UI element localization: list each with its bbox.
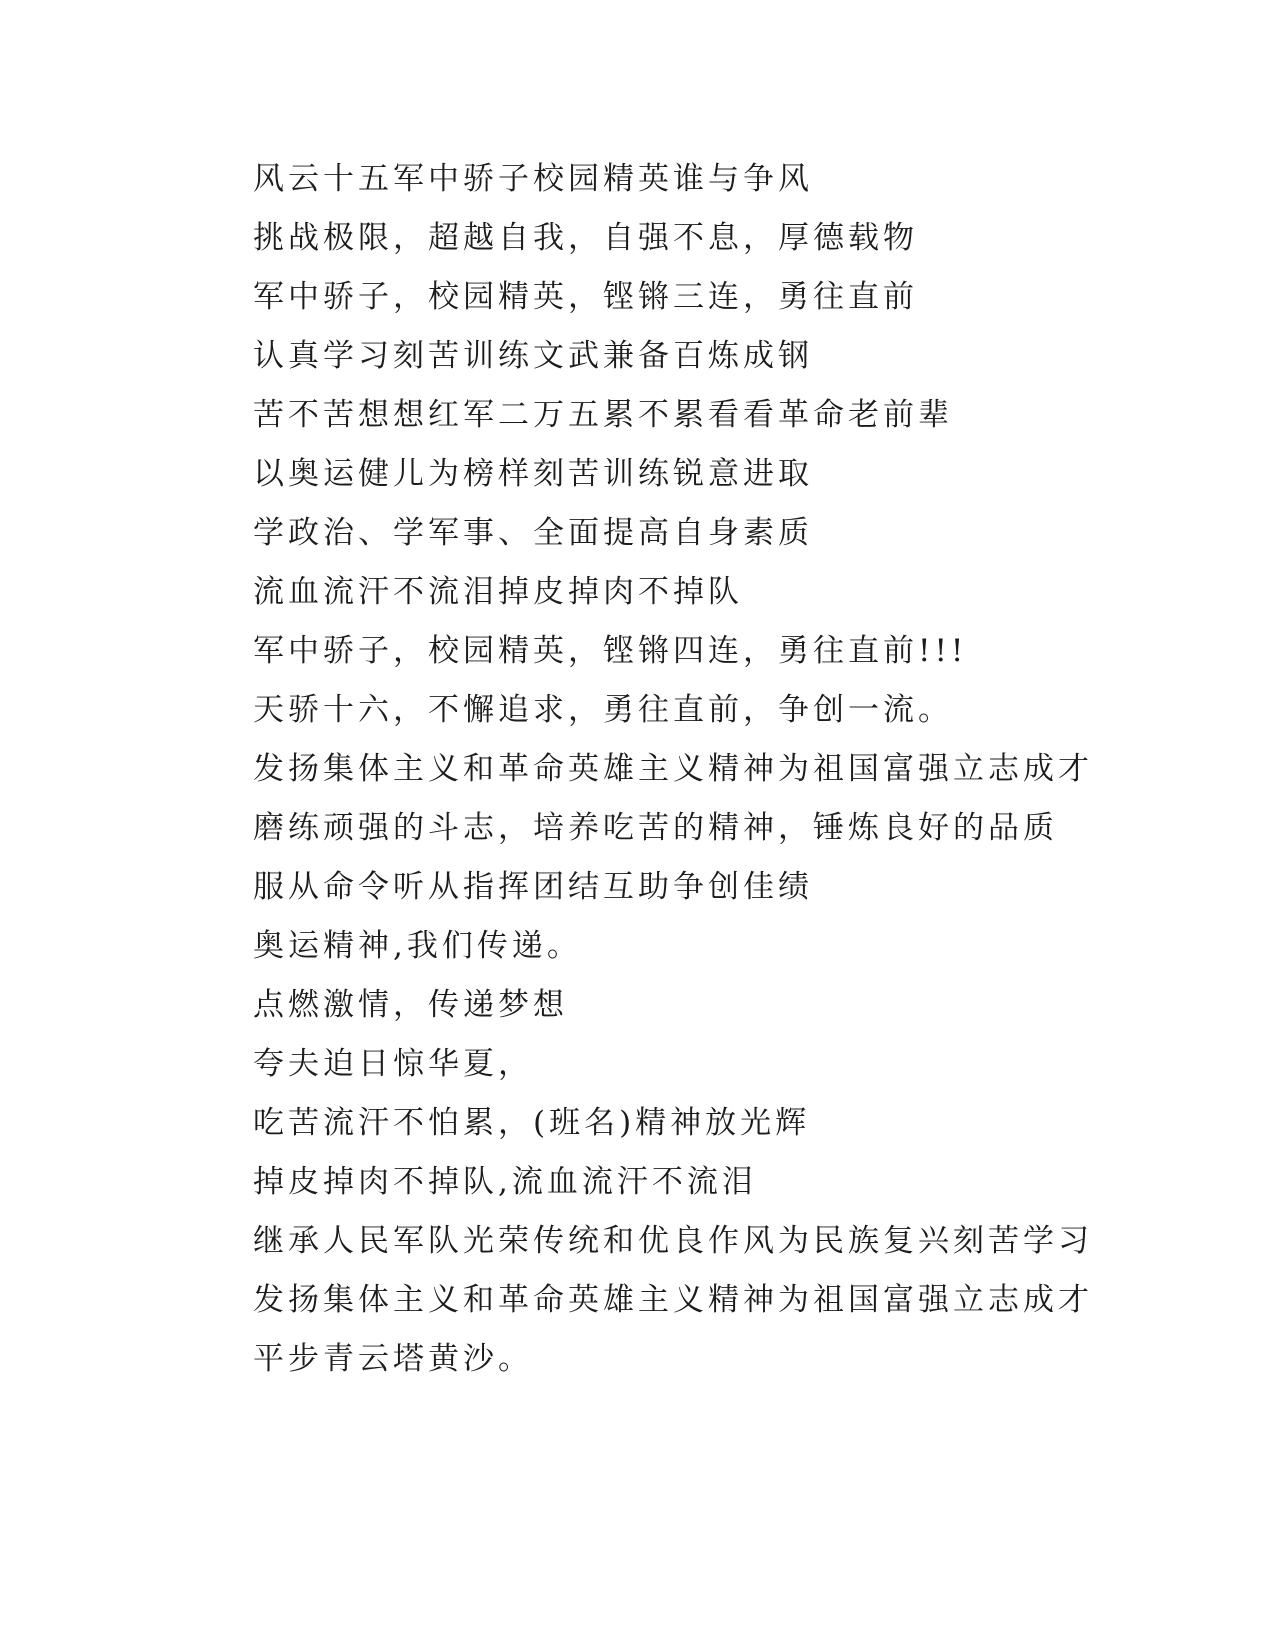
slogan-line: 挑战极限，超越自我，自强不息，厚德载物 — [253, 220, 918, 256]
slogan-line: 认真学习刻苦训练文武兼备百炼成钢 — [253, 338, 813, 374]
slogan-line: 奥运精神,我们传递。 — [253, 928, 582, 964]
slogan-line: 军中骄子，校园精英，铿锵三连，勇往直前 — [253, 279, 918, 315]
slogan-line: 学政治、学军事、全面提高自身素质 — [253, 515, 813, 551]
slogan-line: 天骄十六，不懈追求，勇往直前，争创一流。 — [253, 692, 953, 728]
slogan-line: 苦不苦想想红军二万五累不累看看革命老前辈 — [253, 397, 953, 433]
slogan-line: 夸夫迫日惊华夏， — [253, 1046, 533, 1082]
slogan-line: 掉皮掉肉不掉队,流血流汗不流泪 — [253, 1164, 757, 1200]
slogan-line: 以奥运健儿为榜样刻苦训练锐意进取 — [253, 456, 813, 492]
slogan-line: 发扬集体主义和革命英雄主义精神为祖国富强立志成才 — [253, 751, 1093, 787]
slogan-line: 吃苦流汗不怕累，(班名)精神放光辉 — [253, 1105, 811, 1141]
slogan-line: 军中骄子，校园精英，铿锵四连，勇往直前!!! — [253, 633, 968, 669]
slogan-line: 发扬集体主义和革命英雄主义精神为祖国富强立志成才 — [253, 1282, 1093, 1318]
slogan-line: 点燃激情，传递梦想 — [253, 987, 568, 1023]
slogan-list — [253, 154, 1093, 1393]
slogan-line: 流血流汗不流泪掉皮掉肉不掉队 — [253, 574, 743, 610]
slogan-line: 平步青云塔黄沙。 — [253, 1341, 533, 1377]
slogan-line: 磨练顽强的斗志，培养吃苦的精神，锤炼良好的品质 — [253, 810, 1058, 846]
slogan-line: 继承人民军队光荣传统和优良作风为民族复兴刻苦学习 — [253, 1223, 1093, 1259]
slogan-line: 服从命令听从指挥团结互助争创佳绩 — [253, 869, 813, 905]
slogan-line: 风云十五军中骄子校园精英谁与争风 — [253, 161, 813, 197]
